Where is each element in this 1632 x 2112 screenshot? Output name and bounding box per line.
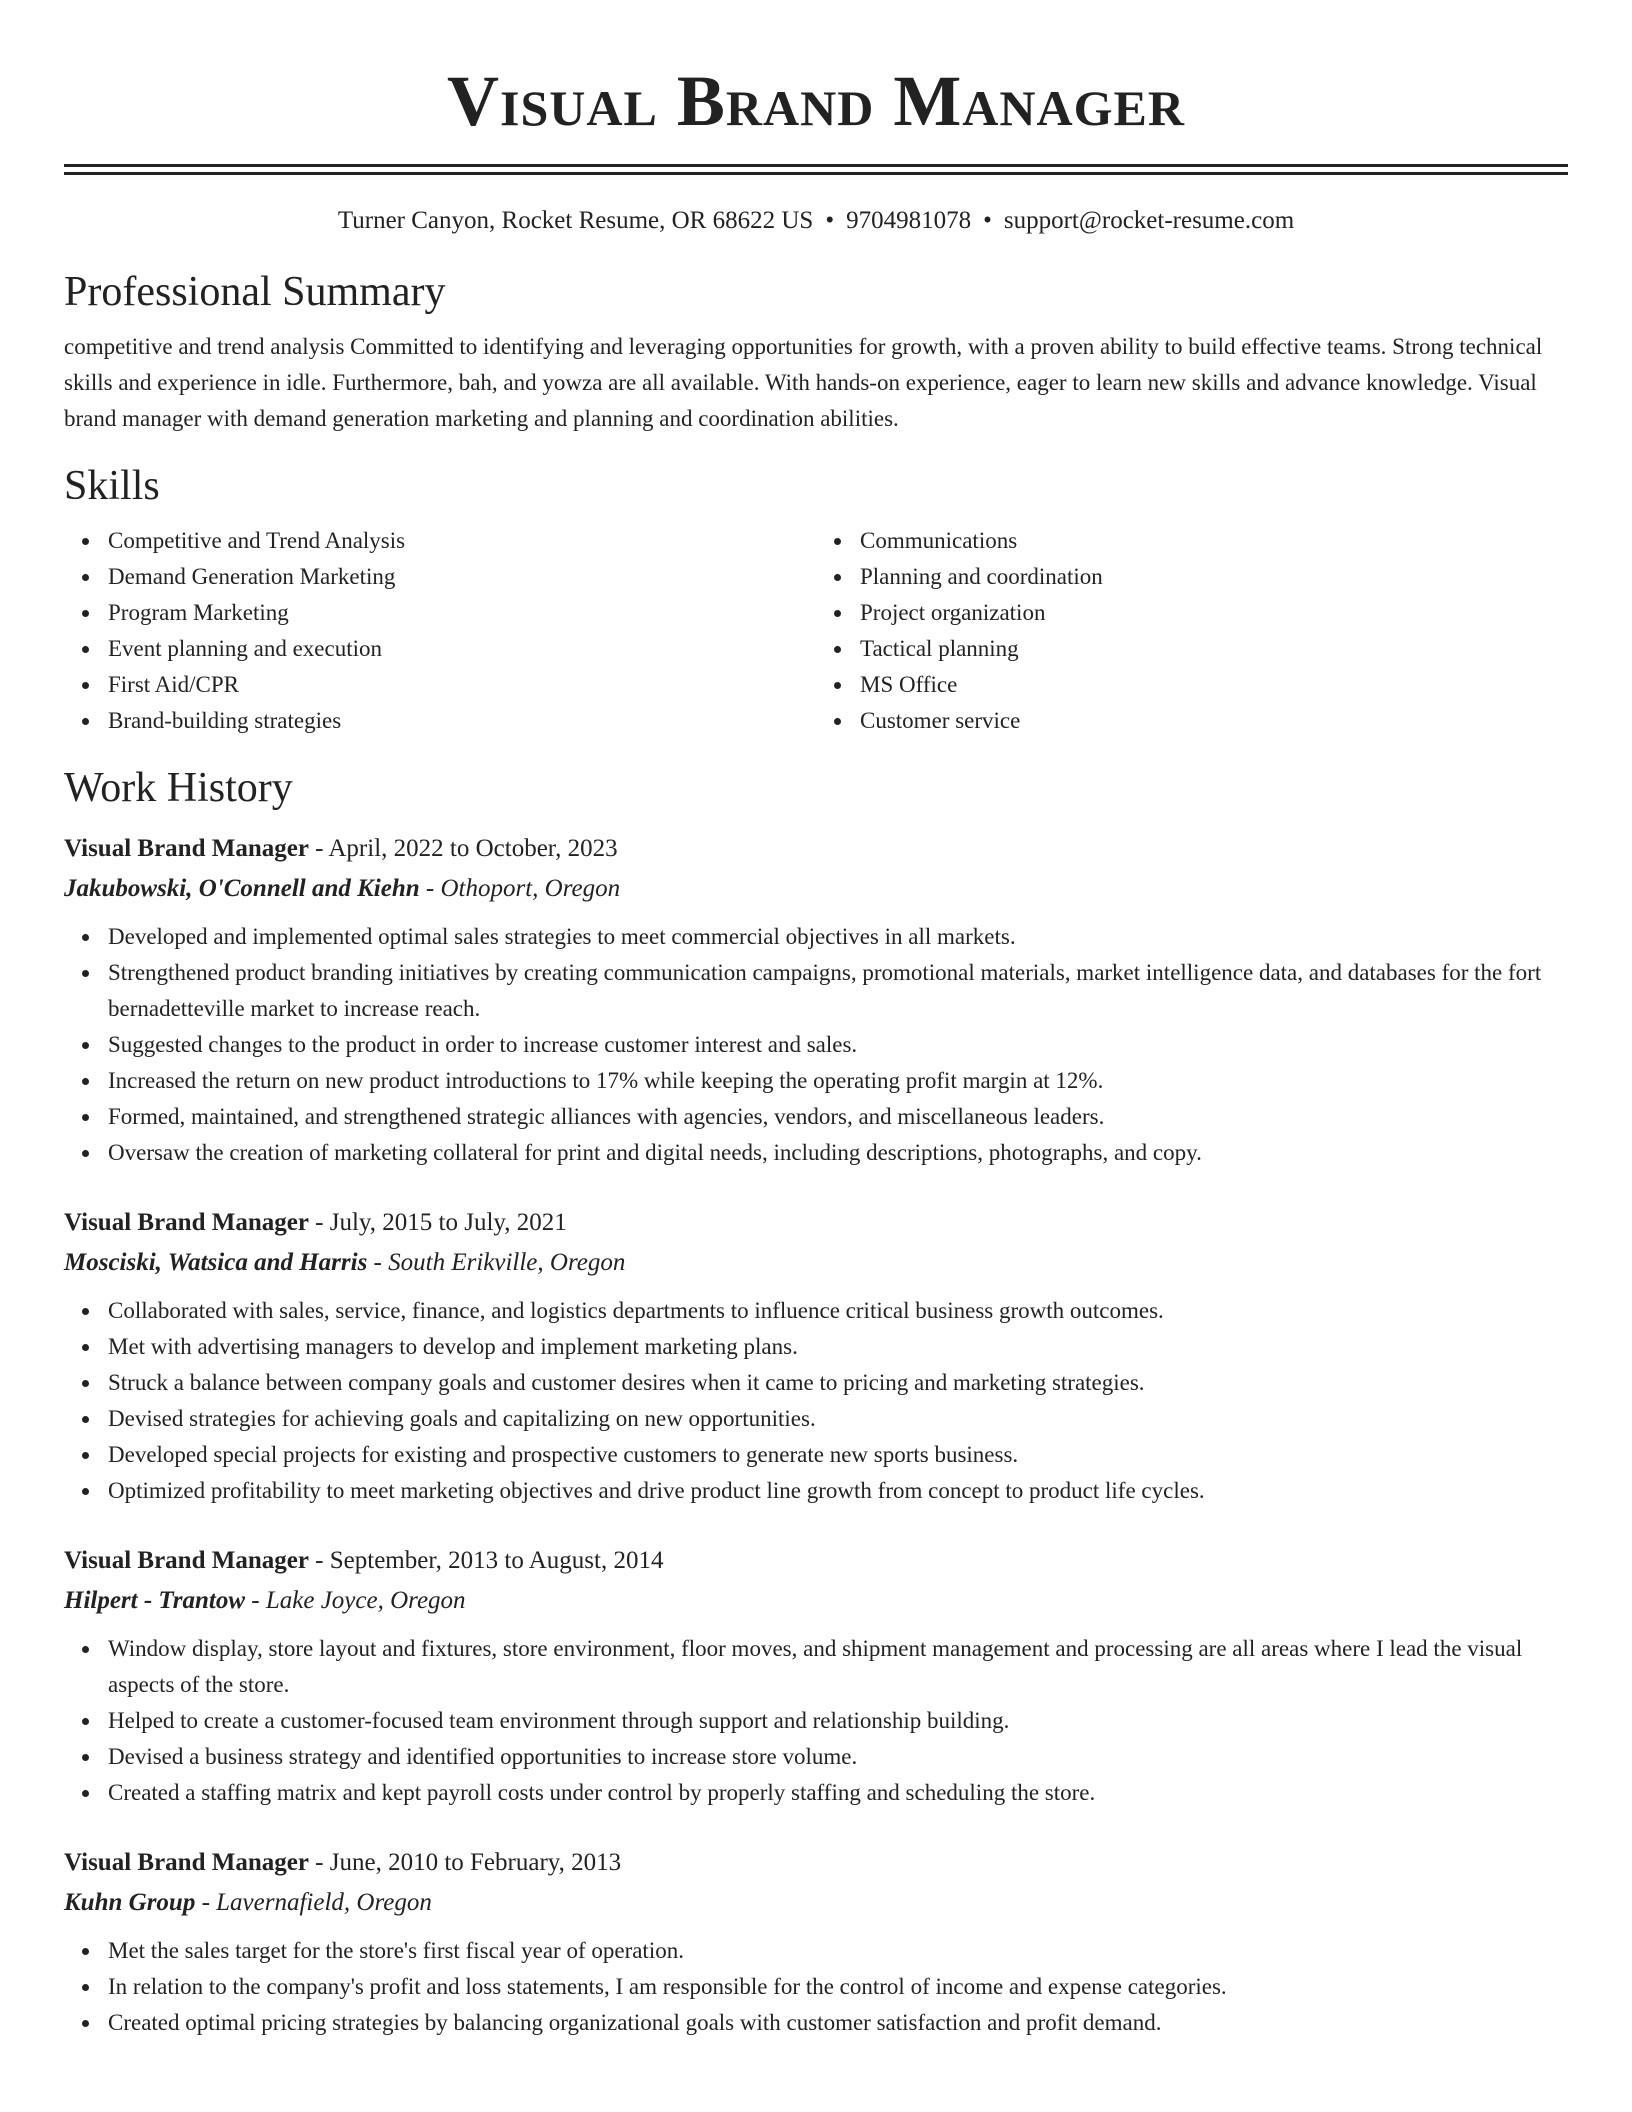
job-bullet: Devised strategies for achieving goals and capitalizing on new opportunities. [108, 1401, 1568, 1437]
job-title: Visual Brand Manager [64, 1209, 309, 1236]
job-title-line [64, 1843, 1568, 1883]
job-bullets [64, 1933, 1568, 2041]
job-entry [64, 829, 1568, 1171]
job-dash: - [308, 1849, 330, 1876]
job-dash: - [308, 1209, 330, 1236]
job-bullet: Increased the return on new product introductions to 17% while keeping the operating profit margin at 12%. [108, 1063, 1568, 1099]
contact-separator: • [825, 207, 835, 234]
job-location: Othoport, Oregon [440, 875, 621, 902]
resume-name: Visual Brand Manager [447, 61, 1185, 141]
skills-list-left [64, 523, 816, 739]
job-location: Lake Joyce, Oregon [265, 1587, 466, 1614]
skill-item: Brand-building strategies [108, 703, 816, 739]
resume-page [64, 0, 1568, 2041]
job-dates: June, 2010 to February, 2013 [329, 1849, 622, 1876]
job-company: Kuhn Group [64, 1889, 196, 1916]
skill-item: Competitive and Trend Analysis [108, 523, 816, 559]
job-company: Hilpert - Trantow [64, 1587, 246, 1614]
job-bullet: In relation to the company's profit and loss statements, I am responsible for the control of income and expense categories. [108, 1969, 1568, 2005]
job-bullet: Struck a balance between company goals and customer desires when it came to pricing and marketing strategies. [108, 1365, 1568, 1401]
job-entry [64, 1203, 1568, 1509]
job-bullet: Developed special projects for existing and prospective customers to generate new sports business. [108, 1437, 1568, 1473]
job-dates: April, 2022 to October, 2023 [328, 835, 618, 862]
skill-item: Communications [860, 523, 1568, 559]
job-entry [64, 1843, 1568, 2041]
work-history-heading: Work History [64, 765, 293, 811]
job-title-line [64, 829, 1568, 869]
job-entry [64, 1541, 1568, 1811]
job-location: South Erikville, Oregon [388, 1249, 626, 1276]
job-location: Lavernafield, Oregon [216, 1889, 432, 1916]
job-bullet: Oversaw the creation of marketing collateral for print and digital needs, including descriptions, photographs, and copy. [108, 1135, 1568, 1171]
skill-item: Project organization [860, 595, 1568, 631]
job-bullets [64, 1293, 1568, 1509]
skill-item: Demand Generation Marketing [108, 559, 816, 595]
job-company: Jakubowski, O'Connell and Kiehn [64, 875, 420, 902]
job-bullet: Developed and implemented optimal sales strategies to meet commercial objectives in all markets. [108, 919, 1568, 955]
job-bullet: Helped to create a customer-focused team environment through support and relationship building. [108, 1703, 1568, 1739]
job-dates: July, 2015 to July, 2021 [329, 1209, 567, 1236]
job-dash: - [367, 1249, 389, 1276]
skill-item: MS Office [860, 667, 1568, 703]
skills-list-right [816, 523, 1568, 739]
skill-item: Tactical planning [860, 631, 1568, 667]
header-divider [64, 164, 1568, 175]
summary-text: competitive and trend analysis Committed to identifying and leveraging opportunities for growth, with a proven ability to build effective teams. Strong technical skills and experience in idle. Furthermore, bah, and yowza are all available. With hands-on experience, eager to learn new skills and advance knowledge. Visual brand manager with demand generation marketing and planning and coordination abilities. [64, 334, 1543, 431]
skill-item: Program Marketing [108, 595, 816, 631]
contact-email: support@rocket-resume.com [1003, 207, 1295, 234]
job-bullet: Strengthened product branding initiatives by creating communication campaigns, promotional materials, market intelligence data, and databases for the fort bernadetteville market to increase reach. [108, 955, 1568, 1027]
job-title: Visual Brand Manager [64, 1547, 309, 1574]
skills-heading: Skills [64, 463, 160, 509]
job-bullet: Collaborated with sales, service, finance, and logistics departments to influence critical business growth outcomes. [108, 1293, 1568, 1329]
skill-item: Event planning and execution [108, 631, 816, 667]
job-bullet: Suggested changes to the product in order to increase customer interest and sales. [108, 1027, 1568, 1063]
skill-item: First Aid/CPR [108, 667, 816, 703]
job-company-line [64, 1581, 1568, 1621]
job-bullet: Met the sales target for the store's first fiscal year of operation. [108, 1933, 1568, 1969]
summary-heading: Professional Summary [64, 269, 446, 315]
job-company-line [64, 1243, 1568, 1283]
contact-address: Turner Canyon, Rocket Resume, OR 68622 US [337, 207, 814, 234]
contact-phone: 9704981078 [846, 207, 972, 234]
job-dash: - [308, 1547, 330, 1574]
contact-line [64, 205, 1568, 237]
job-bullets [64, 919, 1568, 1171]
job-bullet: Created a staffing matrix and kept payroll costs under control by properly staffing and scheduling the store. [108, 1775, 1568, 1811]
job-bullets [64, 1631, 1568, 1811]
job-bullet: Window display, store layout and fixtures, store environment, floor moves, and shipment management and processing are all areas where I lead the visual aspects of the store. [108, 1631, 1568, 1703]
job-dash: - [195, 1889, 217, 1916]
job-title-line [64, 1541, 1568, 1581]
job-title: Visual Brand Manager [64, 1849, 309, 1876]
job-dash: - [419, 875, 441, 902]
skill-item: Customer service [860, 703, 1568, 739]
job-dates: September, 2013 to August, 2014 [329, 1547, 664, 1574]
job-bullet: Formed, maintained, and strengthened strategic alliances with agencies, vendors, and miscellaneous leaders. [108, 1099, 1568, 1135]
job-company-line [64, 1883, 1568, 1923]
job-bullet: Met with advertising managers to develop and implement marketing plans. [108, 1329, 1568, 1365]
job-company: Mosciski, Watsica and Harris [64, 1249, 368, 1276]
job-bullet: Devised a business strategy and identified opportunities to increase store volume. [108, 1739, 1568, 1775]
job-title-line [64, 1203, 1568, 1243]
job-dash: - [245, 1587, 266, 1614]
job-dash: - [308, 835, 329, 862]
job-company-line [64, 869, 1568, 909]
job-title: Visual Brand Manager [64, 835, 309, 862]
contact-separator: • [983, 207, 992, 234]
skill-item: Planning and coordination [860, 559, 1568, 595]
skills-columns [64, 523, 1568, 739]
job-bullet: Optimized profitability to meet marketing objectives and drive product line growth from concept to product life cycles. [108, 1473, 1568, 1509]
job-bullet: Created optimal pricing strategies by balancing organizational goals with customer satisfaction and profit demand. [108, 2005, 1568, 2041]
